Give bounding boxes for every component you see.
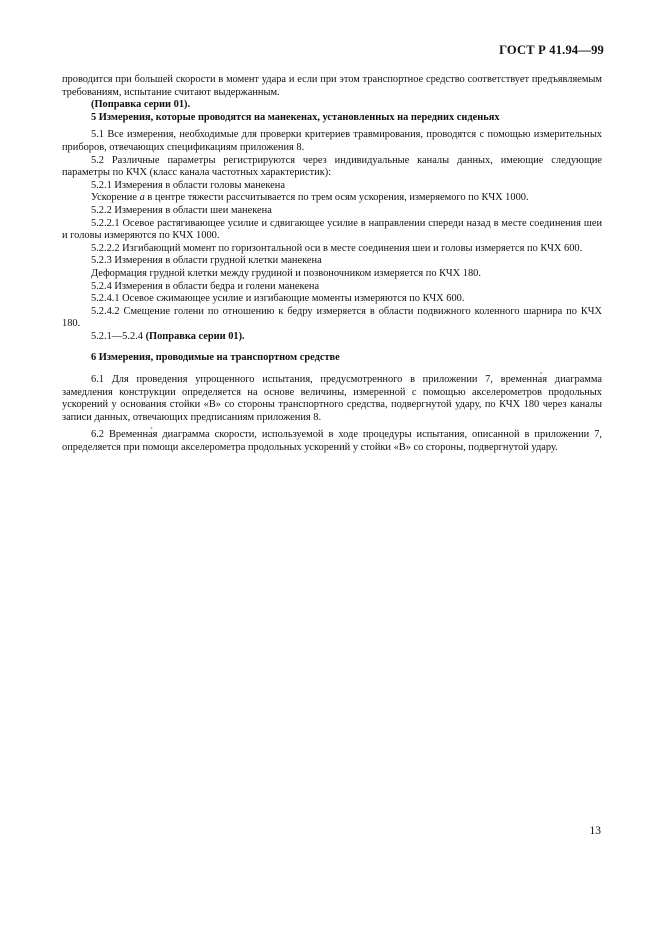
paragraph-5-2-1: 5.2.1 Измерения в области головы манекена [91, 179, 285, 191]
paragraph-5-2-3-text: Деформация грудной клетки между грудиной и позвоночником измеряется по КЧХ 180. [91, 267, 481, 279]
paragraph-5-2-3: 5.2.3 Измерения в области грудной клетки манекена [91, 255, 322, 267]
paragraph-5-2-2-2: 5.2.2.2 Изгибающий момент по горизонтальной оси в месте соединения шеи и головы измеряется по КЧХ 600. [91, 242, 583, 254]
paragraph-6-1: 6.1 Для проведения упрощенного испытания, предусмотренного в приложении 7, временна́я диаграмма замедления конструкции определяется на основе величины, измеренной с помощью акселерометров продольных ускорений у основания стойки «В» со стороны транспортного средства, подвергнутой удару, по КЧХ 180 через каналы записи данных, отвечающих предписаниям приложения 8. [62, 374, 602, 423]
paragraph-5-2-4: 5.2.4 Измерения в области бедра и голени манекена [91, 280, 320, 292]
amendment-label: (Поправка серии 01). [145, 330, 245, 342]
variable-a: a [139, 192, 145, 204]
paragraph-5-2: 5.2 Различные параметры регистрируются через индивидуальные каналы данных, имеющие следующие параметры по КЧХ (класс канала частотных характеристик): [62, 154, 602, 179]
document-code-header: ГОСТ Р 41.94—99 [499, 43, 604, 57]
document-body [62, 74, 602, 455]
amendment-range: 5.2.1—5.2.4 [91, 330, 146, 342]
paragraph-5-2-4-2: 5.2.4.2 Смещение голени по отношению к бедру измеряется в области подвижного коленного шарнира по КЧХ 180. [62, 305, 602, 330]
text-segment: в центре тяжести рассчитывается по трем осям ускорения, измеряемого по КЧХ 1000. [144, 192, 529, 204]
paragraph-5-2-2-1: 5.2.2.1 Осевое растягивающее усилие и сдвигающее усилие в направлении спереди назад в месте соединения шеи и головы измеряются по КЧХ 1000. [62, 217, 602, 242]
page-number: 13 [589, 825, 601, 837]
amendment-note: (Поправка серии 01). [91, 99, 191, 111]
paragraph-5-2-1-text [62, 192, 602, 205]
amendment-range-note [62, 331, 602, 344]
section-5-heading: 5 Измерения, которые проводятся на манекенах, установленных на передних сиденьях [91, 111, 500, 123]
paragraph-5-2-2: 5.2.2 Измерения в области шеи манекена [91, 204, 272, 216]
paragraph-continuation: проводится при большей скорости в момент удара и если при этом транспортное средство соответствует предъявляемым требованиям, испытание считают выдержанным. [62, 74, 602, 98]
paragraph-6-2: 6.2 Временна́я диаграмма скорости, используемой в ходе процедуры испытания, описанной в приложении 7, определяется при помощи акселерометра продольных ускорений у стойки «В» со стороны, подвергнутой удару. [62, 429, 602, 454]
text-segment: Ускорение [91, 192, 140, 204]
paragraph-5-2-4-1: 5.2.4.1 Осевое сжимающее усилие и изгибающие моменты измеряются по КЧХ 600. [91, 293, 465, 305]
paragraph-5-1: 5.1 Все измерения, необходимые для проверки критериев травмирования, проводятся с помощью измерительных приборов, отвечающих спецификациям приложения 8. [62, 129, 602, 153]
section-6-heading: 6 Измерения, проводимые на транспортном средстве [91, 352, 340, 364]
